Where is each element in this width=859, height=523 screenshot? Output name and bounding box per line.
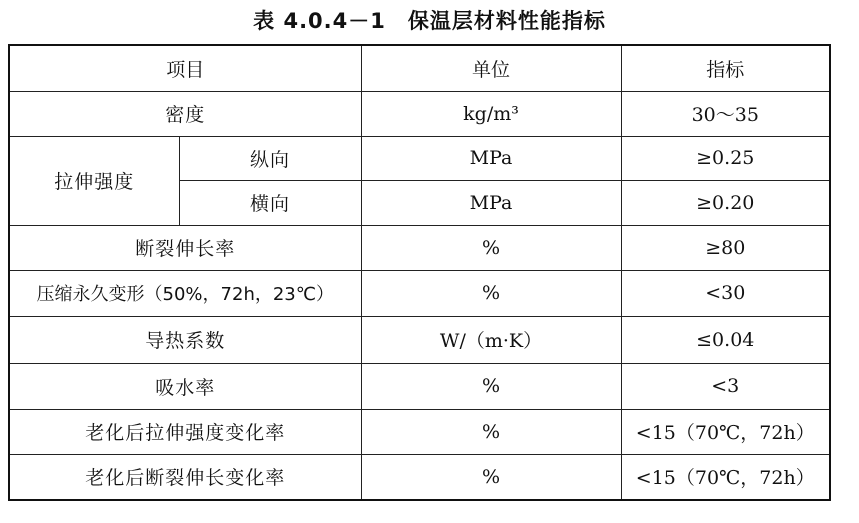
- row-unit: %: [361, 363, 621, 409]
- row-value: <15（70℃，72h）: [621, 409, 830, 454]
- row-item: 吸水率: [9, 363, 361, 409]
- row-item: 导热系数: [9, 316, 361, 363]
- row-unit: %: [361, 270, 621, 316]
- row-value: ≥0.25: [621, 136, 830, 180]
- header-item: 项目: [9, 45, 361, 91]
- row-value: ≤0.04: [621, 316, 830, 363]
- row-unit: %: [361, 409, 621, 454]
- row-item: 拉伸强度: [9, 136, 179, 225]
- row-unit: W/（m·K）: [361, 316, 621, 363]
- table-row: [9, 225, 830, 270]
- row-unit: MPa: [361, 180, 621, 225]
- row-item: 密度: [9, 91, 361, 136]
- table-row: [9, 363, 830, 409]
- performance-table: [8, 44, 831, 501]
- row-item: 老化后断裂伸长变化率: [9, 454, 361, 500]
- row-value: ≥0.20: [621, 180, 830, 225]
- row-subitem: 横向: [179, 180, 361, 225]
- table-header-row: [9, 45, 830, 91]
- row-item: 老化后拉伸强度变化率: [9, 409, 361, 454]
- header-value: 指标: [621, 45, 830, 91]
- row-unit: kg/m³: [361, 91, 621, 136]
- row-value: ≥80: [621, 225, 830, 270]
- table-row: [9, 454, 830, 500]
- row-unit: MPa: [361, 136, 621, 180]
- row-item: 断裂伸长率: [9, 225, 361, 270]
- row-value: <30: [621, 270, 830, 316]
- table-row: [9, 136, 830, 180]
- row-value: <3: [621, 363, 830, 409]
- row-unit: %: [361, 225, 621, 270]
- row-subitem: 纵向: [179, 136, 361, 180]
- table-row: [9, 409, 830, 454]
- row-value: <15（70℃，72h）: [621, 454, 830, 500]
- row-unit: %: [361, 454, 621, 500]
- row-value: 30～35: [621, 91, 830, 136]
- header-unit: 单位: [361, 45, 621, 91]
- table-row: [9, 316, 830, 363]
- row-item: 压缩永久变形（50%，72h，23℃）: [9, 270, 361, 316]
- table-title: 表 4.0.4－1 保温层材料性能指标: [253, 9, 606, 33]
- table-row: [9, 270, 830, 316]
- table-row: [9, 91, 830, 136]
